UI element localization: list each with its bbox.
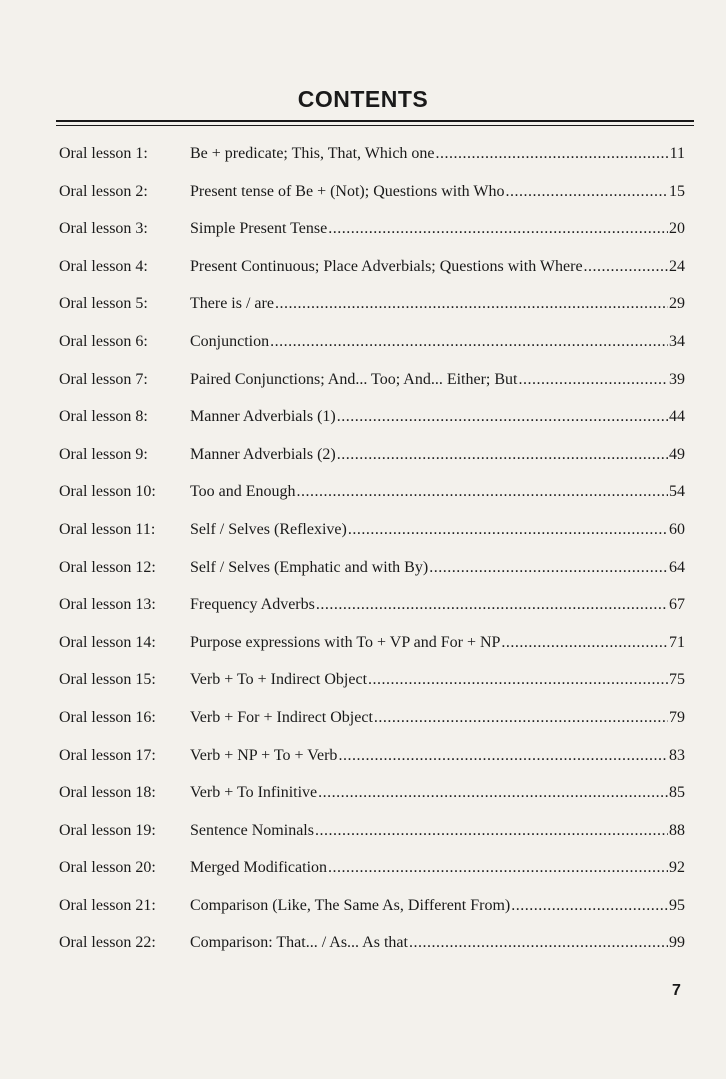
lesson-page-number: 67 <box>669 596 685 614</box>
lesson-page-number: 88 <box>669 821 685 839</box>
dot-leader <box>328 854 668 882</box>
lesson-topic: Verb + NP + To + Verb <box>190 746 338 764</box>
lesson-topic: Verb + To Infinitive <box>190 784 318 802</box>
lesson-label: Oral lesson 9: <box>59 445 148 463</box>
lesson-label: Oral lesson 8: <box>59 408 148 426</box>
toc-entry <box>59 140 685 178</box>
lesson-page-number: 64 <box>669 558 685 576</box>
toc-entry <box>59 591 685 629</box>
lesson-label: Oral lesson 17: <box>59 746 156 764</box>
toc-entry <box>59 403 685 441</box>
dot-leader <box>328 215 668 243</box>
lesson-topic: Be + predicate; This, That, Which one <box>190 145 435 162</box>
lesson-topic: Present Continuous; Place Adverbials; Questions with Where <box>190 257 583 275</box>
toc-entry <box>59 290 685 328</box>
toc-entry <box>59 253 685 291</box>
lesson-label: Oral lesson 10: <box>59 483 156 501</box>
lesson-page-number: 95 <box>669 896 685 914</box>
lesson-label: Oral lesson 6: <box>59 332 148 350</box>
dot-leader <box>315 817 668 845</box>
page-title: CONTENTS <box>297 86 429 112</box>
lesson-page-number: 54 <box>669 483 685 501</box>
lesson-topic: There is / are <box>190 295 274 313</box>
dot-leader <box>316 591 668 619</box>
lesson-page-number: 15 <box>669 182 685 200</box>
lesson-label: Oral lesson 15: <box>59 671 156 689</box>
toc-entry <box>59 629 685 667</box>
toc-entry <box>59 366 685 404</box>
lesson-topic: Comparison (Like, The Same As, Different From) <box>190 896 511 914</box>
lesson-label: Oral lesson 2: <box>59 182 148 200</box>
lesson-page-number: 99 <box>669 934 685 952</box>
lesson-topic: Manner Adverbials (1) <box>190 408 336 426</box>
dot-leader <box>511 892 668 920</box>
lesson-page-number: 85 <box>669 784 685 802</box>
lesson-topic: Present tense of Be + (Not); Questions with Who <box>190 182 505 200</box>
lesson-label: Oral lesson 1: <box>59 145 148 162</box>
toc-entry <box>59 516 685 554</box>
toc-entry <box>59 854 685 892</box>
table-of-contents <box>59 140 685 967</box>
lesson-label: Oral lesson 21: <box>59 896 156 914</box>
dot-leader <box>409 929 668 957</box>
lesson-page-number: 83 <box>669 746 685 764</box>
dot-leader <box>436 140 669 168</box>
lesson-label: Oral lesson 20: <box>59 859 156 877</box>
toc-entry <box>59 178 685 216</box>
page-number: 7 <box>672 982 681 999</box>
lesson-label: Oral lesson 18: <box>59 784 156 802</box>
lesson-page-number: 49 <box>669 445 685 463</box>
dot-leader <box>275 290 668 318</box>
lesson-page-number: 29 <box>669 295 685 313</box>
toc-entry <box>59 892 685 930</box>
toc-entry <box>59 554 685 592</box>
dot-leader <box>297 478 668 506</box>
dot-leader <box>368 666 668 694</box>
lesson-label: Oral lesson 5: <box>59 295 148 313</box>
lesson-page-number: 44 <box>669 408 685 426</box>
lesson-label: Oral lesson 19: <box>59 821 156 839</box>
toc-entry <box>59 742 685 780</box>
lesson-topic: Too and Enough <box>190 483 296 501</box>
toc-entry <box>59 441 685 479</box>
lesson-topic: Conjunction <box>190 332 270 350</box>
dot-leader <box>505 178 668 206</box>
title-rule-thin <box>56 125 694 126</box>
dot-leader <box>338 742 668 770</box>
toc-entry <box>59 328 685 366</box>
lesson-topic: Paired Conjunctions; And... Too; And... Either; But <box>190 370 518 388</box>
lesson-topic: Purpose expressions with To + VP and For + NP <box>190 633 501 651</box>
title-rule-thick <box>56 120 694 122</box>
dot-leader <box>270 328 668 356</box>
lesson-topic: Sentence Nominals <box>190 821 314 839</box>
lesson-label: Oral lesson 13: <box>59 596 156 614</box>
lesson-page-number: 34 <box>669 332 685 350</box>
dot-leader <box>337 403 668 431</box>
lesson-page-number: 71 <box>669 633 685 651</box>
lesson-topic: Self / Selves (Emphatic and with By) <box>190 558 429 576</box>
lesson-page-number: 20 <box>669 220 685 238</box>
lesson-label: Oral lesson 22: <box>59 934 156 952</box>
lesson-label: Oral lesson 12: <box>59 558 156 576</box>
dot-leader <box>318 779 668 807</box>
lesson-topic: Simple Present Tense <box>190 220 328 238</box>
toc-entry <box>59 817 685 855</box>
dot-leader <box>374 704 668 732</box>
toc-entry <box>59 666 685 704</box>
lesson-page-number: 92 <box>669 859 685 877</box>
lesson-page-number: 24 <box>669 257 685 275</box>
lesson-label: Oral lesson 4: <box>59 257 148 275</box>
lesson-page-number: 39 <box>669 370 685 388</box>
lesson-label: Oral lesson 16: <box>59 708 156 726</box>
dot-leader <box>518 366 668 394</box>
lesson-page-number: 60 <box>669 520 685 538</box>
lesson-page-number: 75 <box>669 671 685 689</box>
lesson-label: Oral lesson 3: <box>59 220 148 238</box>
lesson-page-number: 79 <box>669 708 685 726</box>
toc-entry <box>59 704 685 742</box>
lesson-topic: Manner Adverbials (2) <box>190 445 336 463</box>
lesson-topic: Verb + For + Indirect Object <box>190 708 373 726</box>
toc-entry <box>59 478 685 516</box>
dot-leader <box>429 554 668 582</box>
lesson-topic: Merged Modification <box>190 859 328 877</box>
lesson-label: Oral lesson 7: <box>59 370 148 388</box>
lesson-topic: Self / Selves (Reflexive) <box>190 520 347 538</box>
dot-leader <box>501 629 668 657</box>
dot-leader <box>584 253 668 281</box>
lesson-topic: Comparison: That... / As... As that <box>190 934 408 952</box>
dot-leader <box>337 441 668 469</box>
toc-entry <box>59 929 685 967</box>
lesson-topic: Verb + To + Indirect Object <box>190 671 368 689</box>
lesson-page-number: 11 <box>669 145 685 162</box>
dot-leader <box>348 516 668 544</box>
lesson-label: Oral lesson 11: <box>59 520 156 538</box>
toc-entry <box>59 215 685 253</box>
lesson-label: Oral lesson 14: <box>59 633 156 651</box>
lesson-topic: Frequency Adverbs <box>190 596 315 614</box>
toc-entry <box>59 779 685 817</box>
